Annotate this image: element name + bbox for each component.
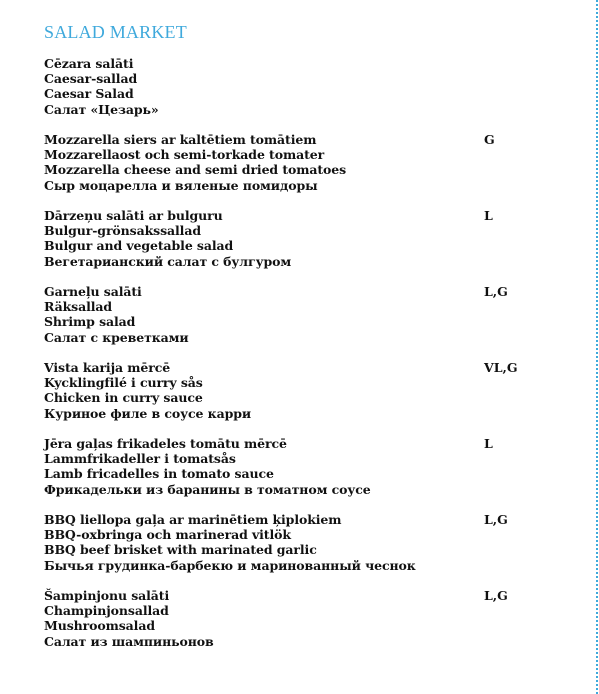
dish-name-line: Куриное филе в соусе карри bbox=[44, 405, 252, 421]
diet-tags: L,G bbox=[484, 284, 508, 299]
dish-name-line: Caesar-sallad bbox=[44, 71, 138, 87]
dish-name-line: Garneļu salāti bbox=[44, 284, 142, 299]
dish-name-line: BBQ liellopa gaļa ar marinētiem ķiplokiem bbox=[44, 512, 342, 527]
dish-name-line: Räksallad bbox=[44, 299, 113, 315]
dish-name-line: Caesar Salad bbox=[44, 86, 134, 102]
dish-name-line: Бычья грудинка-барбекю и маринованный чеснок bbox=[44, 557, 416, 573]
dish-name-line: Vista karija mērcē bbox=[44, 360, 171, 375]
dish-name-line: Lamb fricadelles in tomato sauce bbox=[44, 466, 274, 482]
diet-tags: G bbox=[484, 132, 495, 147]
dish-name-line: Shrimp salad bbox=[44, 314, 136, 330]
dish-name-line: Вегетарианский салат с булгуром bbox=[44, 253, 292, 269]
dish-name-line: Mozzarella siers ar kaltētiem tomātiem bbox=[44, 132, 317, 147]
dish-name-line: Champinjonsallad bbox=[44, 603, 169, 619]
menu-item bbox=[44, 56, 564, 132]
dish-name-line: BBQ-oxbringa och marinerad vitlök bbox=[44, 527, 291, 543]
dish-name-line: Фрикадельки из баранины в томатном соусе bbox=[44, 481, 371, 497]
dish-name-line: Mushroomsalad bbox=[44, 618, 155, 634]
section-title: SALAD MARKET bbox=[44, 22, 187, 42]
menu-item bbox=[44, 284, 564, 360]
menu-item bbox=[44, 132, 564, 208]
dish-name-line: Chicken in curry sauce bbox=[44, 390, 203, 406]
menu-item bbox=[44, 588, 564, 664]
diet-tags: L bbox=[484, 208, 493, 223]
menu-list bbox=[44, 56, 564, 664]
dish-name-line: Dārzeņu salāti ar bulguru bbox=[44, 208, 223, 223]
dish-name-line: Bulgur and vegetable salad bbox=[44, 238, 234, 254]
dish-name-line: Cēzara salāti bbox=[44, 56, 134, 71]
menu-item bbox=[44, 436, 564, 512]
dish-name-line: Šampinjonu salāti bbox=[44, 588, 170, 603]
dish-name-line: Lammfrikadeller i tomatsås bbox=[44, 451, 236, 467]
dish-name-line: BBQ beef brisket with marinated garlic bbox=[44, 542, 317, 558]
dish-name-line: Kycklingfilé i curry sås bbox=[44, 375, 203, 391]
menu-item bbox=[44, 512, 564, 588]
dish-name-line: Салат с креветками bbox=[44, 329, 189, 345]
dotted-divider bbox=[596, 0, 598, 694]
diet-tags: L,G bbox=[484, 512, 508, 527]
dish-name-line: Салат «Цезарь» bbox=[44, 101, 159, 117]
diet-tags: VL,G bbox=[484, 360, 518, 375]
dish-name-line: Jēra gaļas frikadeles tomātu mērcē bbox=[44, 436, 287, 451]
diet-tags: L bbox=[484, 436, 493, 451]
dish-name-line: Bulgur-grönsakssallad bbox=[44, 223, 201, 239]
dish-name-line: Mozzarella cheese and semi dried tomatoes bbox=[44, 162, 347, 178]
menu-item bbox=[44, 208, 564, 284]
menu-item bbox=[44, 360, 564, 436]
dish-name-line: Сыр моцарелла и вяленые помидоры bbox=[44, 177, 318, 193]
dish-name-line: Mozzarellaost och semi-torkade tomater bbox=[44, 147, 325, 163]
diet-tags: L,G bbox=[484, 588, 508, 603]
dish-name-line: Салат из шампиньонов bbox=[44, 633, 214, 649]
